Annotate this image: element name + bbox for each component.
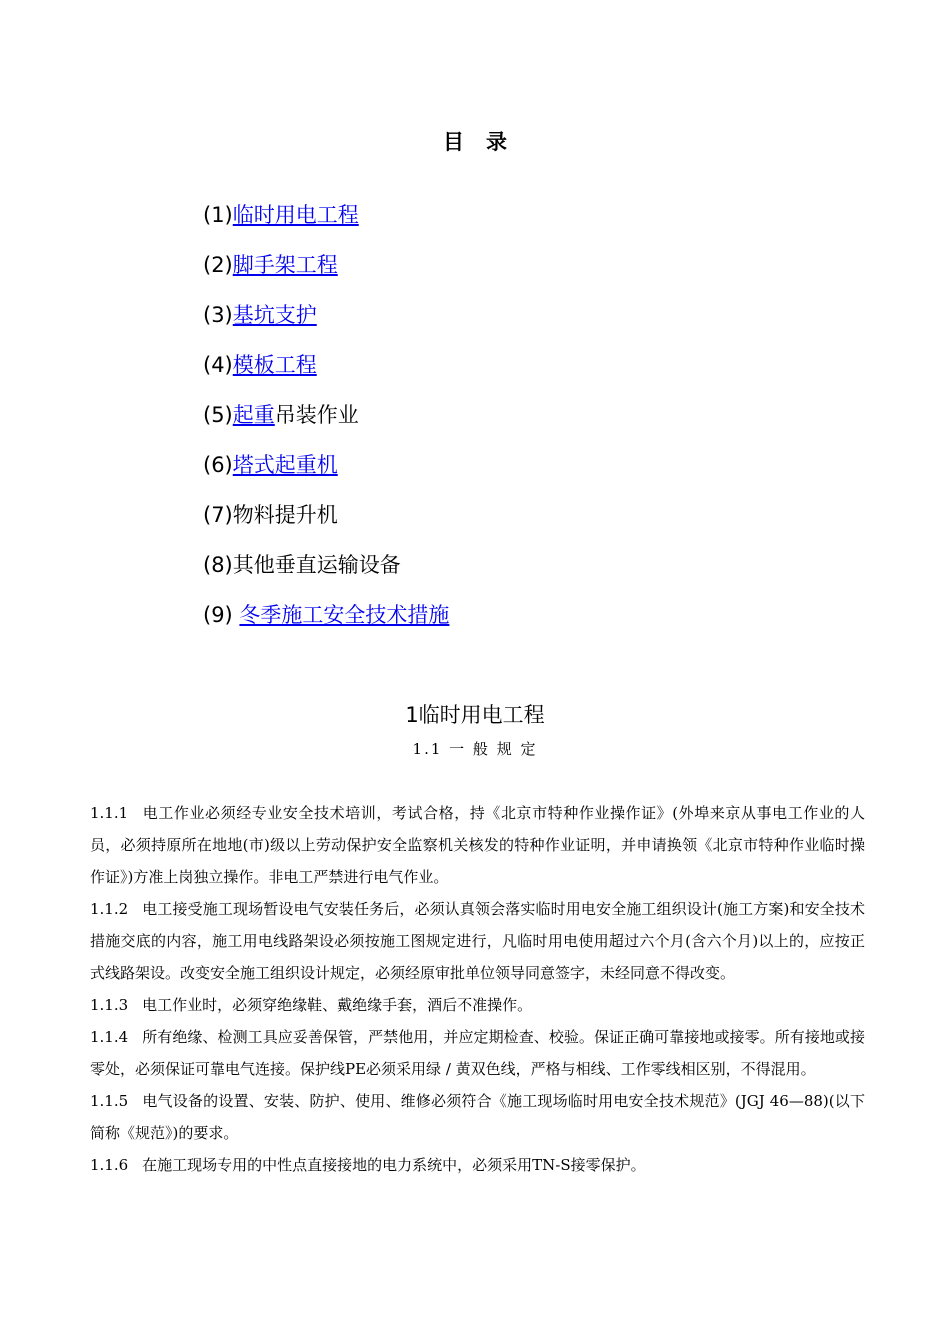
toc-item bbox=[203, 348, 449, 398]
toc-item-number: (7) bbox=[203, 503, 233, 527]
toc-item bbox=[203, 198, 449, 248]
paragraph bbox=[90, 1021, 865, 1085]
subsection-title: 1.1 一 般 规 定 bbox=[412, 740, 538, 758]
section-body bbox=[90, 797, 865, 1181]
paragraph bbox=[90, 1085, 865, 1149]
toc-item-number: (3) bbox=[203, 303, 233, 327]
clause-text: 电工作业必须经专业安全技术培训，考试合格，持《北京市特种作业操作证》(外埠来京从事电工作业的人员，必须持原所在地地(市)级以上劳动保护安全监察机关核发的特种作业证明，并申请换领《北京市特种作业临时操作证》)方准上岗独立操作。非电工严禁进行电气作业。 bbox=[90, 804, 865, 886]
toc-item-number: (6) bbox=[203, 453, 233, 477]
toc-link[interactable]: 冬季施工安全技术措施 bbox=[239, 603, 450, 627]
toc-item bbox=[203, 448, 449, 498]
paragraph bbox=[90, 989, 865, 1021]
clause-number: 1.1.4 bbox=[90, 1028, 129, 1046]
paragraph bbox=[90, 893, 865, 989]
toc-item-number: (2) bbox=[203, 253, 233, 277]
toc-item-text: 吊装作业 bbox=[274, 403, 359, 427]
clause-number: 1.1.5 bbox=[90, 1092, 129, 1110]
clause-text: 电工接受施工现场暂设电气安装任务后，必须认真领会落实临时用电安全施工组织设计(施工方案)和安全技术措施交底的内容，施工用电线路架设必须按施工图规定进行，凡临时用电使用超过六个月(含六个月)以上的，应按正式线路架设。改变安全施工组织设计规定，必须经原审批单位领导同意签字，未经同意不得改变。 bbox=[90, 900, 865, 982]
toc-item-text: 物料提升机 bbox=[232, 503, 338, 527]
toc-link[interactable]: 起重 bbox=[232, 403, 275, 427]
toc-link[interactable]: 脚手架工程 bbox=[232, 253, 338, 277]
clause-number: 1.1.3 bbox=[90, 996, 129, 1014]
clause-text: 电气设备的设置、安装、防护、使用、维修必须符合《施工现场临时用电安全技术规范》(JGJ 46—88)(以下简称《规范》)的要求。 bbox=[90, 1092, 865, 1142]
toc-item-number: (8) bbox=[203, 553, 233, 577]
paragraph bbox=[90, 1149, 865, 1181]
clause-number: 1.1.1 bbox=[90, 804, 129, 822]
toc-item-number: (5) bbox=[203, 403, 233, 427]
toc-item-number: (9) bbox=[203, 603, 240, 627]
section-title: 1临时用电工程 bbox=[405, 703, 545, 727]
toc-item bbox=[203, 548, 449, 598]
toc-item bbox=[203, 398, 449, 448]
toc-title: 目录 bbox=[443, 130, 529, 154]
toc-list bbox=[203, 198, 449, 648]
toc-item bbox=[203, 498, 449, 548]
toc-item bbox=[203, 298, 449, 348]
clause-text: 电工作业时，必须穿绝缘鞋、戴绝缘手套，酒后不准操作。 bbox=[142, 996, 533, 1014]
paragraph bbox=[90, 797, 865, 893]
toc-item-number: (4) bbox=[203, 353, 233, 377]
toc-link[interactable]: 塔式起重机 bbox=[232, 453, 338, 477]
toc-item bbox=[203, 598, 449, 648]
toc-item bbox=[203, 248, 449, 298]
toc-link[interactable]: 模板工程 bbox=[232, 353, 317, 377]
clause-number: 1.1.2 bbox=[90, 900, 129, 918]
clause-text: 在施工现场专用的中性点直接接地的电力系统中，必须采用TN-S接零保护。 bbox=[142, 1156, 646, 1174]
toc-item-text: 其他垂直运输设备 bbox=[232, 553, 401, 577]
clause-number: 1.1.6 bbox=[90, 1156, 129, 1174]
clause-text: 所有绝缘、检测工具应妥善保管，严禁他用，并应定期检查、校验。保证正确可靠接地或接零。所有接地或接零处，必须保证可靠电气连接。保护线PE必须采用绿 / 黄双色线，严格与相线、工作零线相区别，不得混用。 bbox=[90, 1028, 865, 1078]
toc-link[interactable]: 临时用电工程 bbox=[232, 203, 359, 227]
toc-link[interactable]: 基坑支护 bbox=[232, 303, 317, 327]
toc-item-number: (1) bbox=[203, 203, 233, 227]
